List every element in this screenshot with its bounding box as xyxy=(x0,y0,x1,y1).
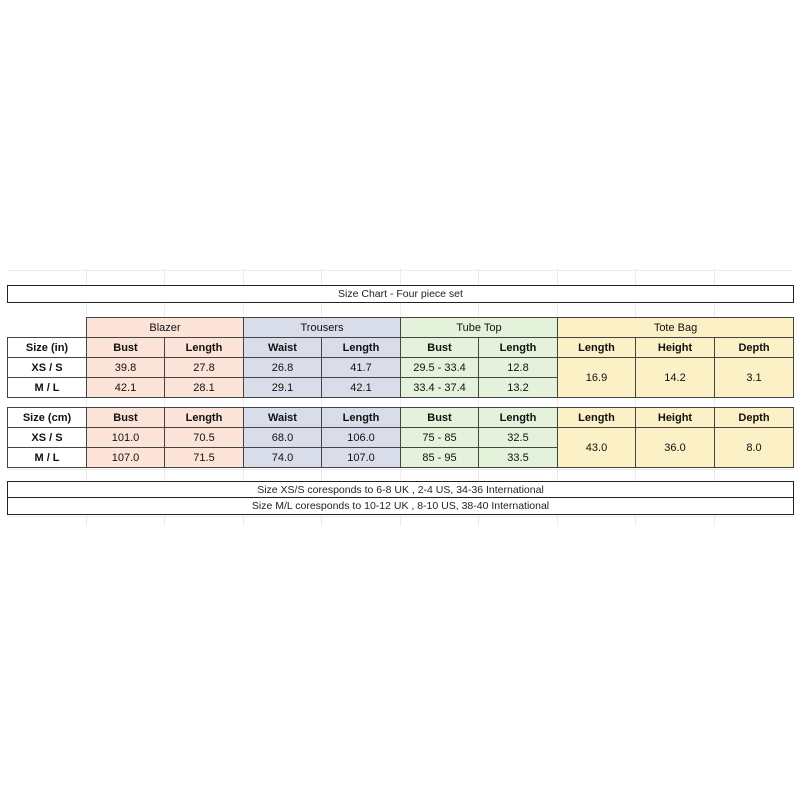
column-header: Bust xyxy=(401,338,479,358)
table-cell: 70.5 xyxy=(165,428,244,448)
table-cell: 74.0 xyxy=(244,448,322,468)
column-header-row xyxy=(8,338,794,358)
table-cell: 106.0 xyxy=(322,428,401,448)
empty-cell xyxy=(8,318,87,338)
table-cell: 107.0 xyxy=(87,448,165,468)
column-header: Depth xyxy=(715,338,794,358)
table-cell: 14.2 xyxy=(636,358,715,398)
table-cell: 26.8 xyxy=(244,358,322,378)
size-label: M / L xyxy=(8,378,87,398)
table-cell: 3.1 xyxy=(715,358,794,398)
group-blazer: Blazer xyxy=(87,318,244,338)
table-cell: 13.2 xyxy=(479,378,558,398)
size-label: M / L xyxy=(8,448,87,468)
unit-label: Size (in) xyxy=(8,338,87,358)
column-header: Bust xyxy=(87,408,165,428)
table-row xyxy=(8,358,794,378)
table-cell: 101.0 xyxy=(87,428,165,448)
table-cell: 71.5 xyxy=(165,448,244,468)
table-cell: 33.5 xyxy=(479,448,558,468)
table-cell: 36.0 xyxy=(636,428,715,468)
column-header: Length xyxy=(165,408,244,428)
column-header: Length xyxy=(558,338,636,358)
gridline xyxy=(7,516,793,517)
column-header: Depth xyxy=(715,408,794,428)
table-cell: 75 - 85 xyxy=(401,428,479,448)
table-cell: 33.4 - 37.4 xyxy=(401,378,479,398)
column-header: Length xyxy=(558,408,636,428)
column-header: Height xyxy=(636,408,715,428)
size-table-inches xyxy=(7,317,794,398)
table-cell: 12.8 xyxy=(479,358,558,378)
table-cell: 107.0 xyxy=(322,448,401,468)
column-header-row xyxy=(8,408,794,428)
column-header: Length xyxy=(322,338,401,358)
size-chart-title: Size Chart - Four piece set xyxy=(7,285,794,303)
table-cell: 8.0 xyxy=(715,428,794,468)
group-trousers: Trousers xyxy=(244,318,401,338)
group-header-row xyxy=(8,318,794,338)
table-row xyxy=(8,428,794,448)
gridline xyxy=(7,469,793,470)
column-header: Length xyxy=(479,408,558,428)
size-table-cm xyxy=(7,407,794,468)
table-cell: 27.8 xyxy=(165,358,244,378)
table-cell: 85 - 95 xyxy=(401,448,479,468)
unit-label: Size (cm) xyxy=(8,408,87,428)
size-label: XS / S xyxy=(8,428,87,448)
group-tote-bag: Tote Bag xyxy=(558,318,794,338)
table-cell: 29.5 - 33.4 xyxy=(401,358,479,378)
gridline xyxy=(7,270,793,271)
table-cell: 32.5 xyxy=(479,428,558,448)
column-header: Height xyxy=(636,338,715,358)
table-cell: 68.0 xyxy=(244,428,322,448)
size-label: XS / S xyxy=(8,358,87,378)
table-cell: 43.0 xyxy=(558,428,636,468)
table-cell: 42.1 xyxy=(87,378,165,398)
table-cell: 42.1 xyxy=(322,378,401,398)
table-cell: 16.9 xyxy=(558,358,636,398)
column-header: Bust xyxy=(87,338,165,358)
size-note-m-l: Size M/L coresponds to 10-12 UK , 8-10 US, 38-40 International xyxy=(7,497,794,515)
column-header: Length xyxy=(165,338,244,358)
table-cell: 41.7 xyxy=(322,358,401,378)
column-header: Length xyxy=(479,338,558,358)
column-header: Length xyxy=(322,408,401,428)
group-tube-top: Tube Top xyxy=(401,318,558,338)
column-header: Waist xyxy=(244,408,322,428)
column-header: Bust xyxy=(401,408,479,428)
table-cell: 29.1 xyxy=(244,378,322,398)
table-cell: 39.8 xyxy=(87,358,165,378)
column-header: Waist xyxy=(244,338,322,358)
size-note-xs-s: Size XS/S coresponds to 6-8 UK , 2-4 US, 34-36 International xyxy=(7,481,794,499)
table-cell: 28.1 xyxy=(165,378,244,398)
